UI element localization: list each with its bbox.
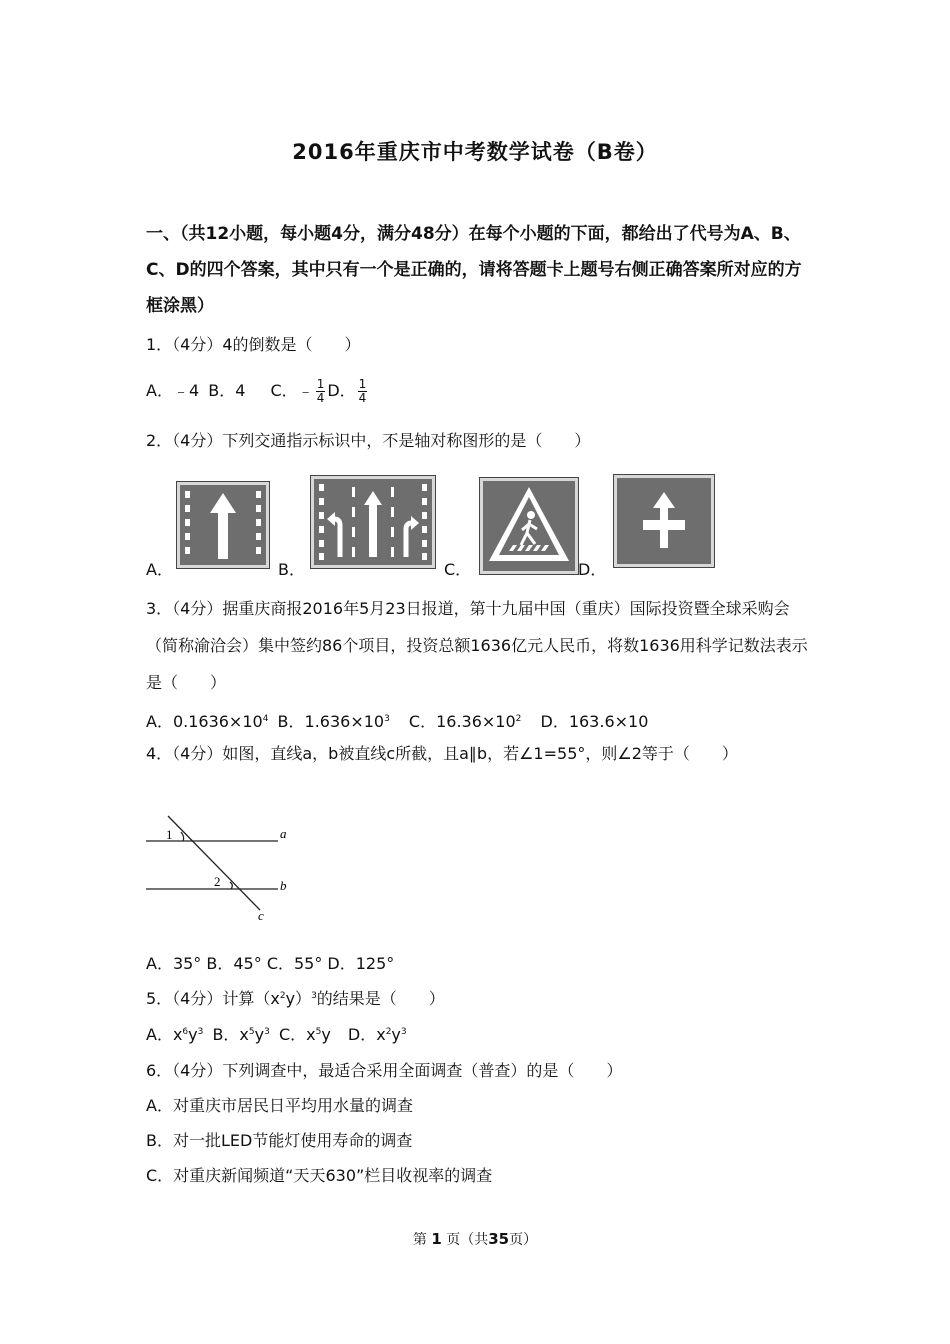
q2-option-a-label: A．	[146, 560, 173, 579]
line-a-label: a	[280, 826, 287, 841]
angle-2-label: 2	[214, 874, 221, 889]
q5-option-c	[279, 1025, 331, 1044]
q5-stem-part: 5．（4分）计算（x	[146, 989, 280, 1008]
q2-option-b-label: B．	[278, 560, 305, 579]
q5-b-exp-y: 3	[264, 1027, 270, 1037]
q3-option-b	[278, 712, 390, 731]
q5-c-y: y	[321, 1025, 331, 1044]
straight-arrow-icon	[180, 485, 266, 565]
q5-d-exp-y: 3	[400, 1027, 407, 1037]
q3-option-b-base: B．1.636×10	[277, 712, 385, 731]
line-c-label: c	[258, 908, 264, 923]
section-1-instructions: 一、（共12小题，每小题4分，满分48分）在每个小题的下面，都给出了代号为A、B、C、D的四个答案，其中只有一个是正确的，请将答题卡上题号右侧正确答案所对应的方框涂黑）	[146, 224, 802, 316]
q5-option-b	[212, 1025, 269, 1044]
pedestrian-crossing-icon	[483, 481, 575, 571]
q5-b-exp-x: 5	[248, 1027, 255, 1037]
q3-option-a-exponent: 4	[262, 714, 269, 724]
q5-a-base: A．x	[146, 1025, 183, 1044]
question-6-stem: 6．（4分）下列调查中，最适合采用全面调查（普查）的是（ ）	[146, 1061, 623, 1080]
q1-option-c: C．﹣	[270, 381, 314, 400]
q5-a-exp-y: 3	[197, 1027, 204, 1037]
page-title: 2016年重庆市中考数学试卷（B卷）	[292, 140, 658, 164]
q1-fraction-d	[358, 378, 368, 405]
q5-c-base: C．x	[278, 1025, 316, 1044]
question-4-options: A．35° B．45° C．55° D．125°	[146, 954, 395, 973]
footer-text: 第	[412, 1232, 427, 1248]
q3-option-c-exponent: 2	[515, 714, 522, 724]
q5-option-d	[348, 1025, 407, 1044]
q5-stem-exponent: 3	[311, 991, 317, 1001]
footer-text: 页（共	[446, 1232, 489, 1248]
q5-b-y: y	[254, 1025, 265, 1044]
sign-lane-direction-image	[311, 476, 435, 568]
question-1-stem: 1．（4分）4的倒数是（ ）	[146, 335, 361, 354]
angle-1-label: 1	[166, 827, 173, 842]
q5-a-exp-x: 6	[182, 1027, 189, 1037]
q6-option-c: C．对重庆新闻频道“天天630”栏目收视率的调查	[146, 1166, 493, 1185]
page-footer	[0, 1229, 950, 1249]
q1-fraction-c	[316, 378, 326, 405]
question-2-stem: 2．（4分）下列交通指示标识中，不是轴对称图形的是（ ）	[146, 431, 591, 450]
q5-c-exp-x: 5	[315, 1027, 322, 1037]
q5-a-y: y	[188, 1025, 198, 1044]
q5-stem-part: y）	[285, 989, 312, 1008]
q2-option-c-label: C．	[444, 560, 472, 579]
fraction-denominator: 4	[358, 391, 367, 405]
q5-stem-part: 的结果是（ ）	[316, 989, 445, 1008]
fraction-numerator: 1	[358, 377, 367, 391]
question-4-stem: 4．（4分）如图，直线a，b被直线c所截，且a∥b，若∠1=55°，则∠2等于（ ）	[146, 744, 738, 763]
q1-option-b: B．4	[208, 381, 246, 400]
fraction-numerator: 1	[316, 377, 325, 391]
line-b-label: b	[280, 878, 287, 893]
q5-option-a	[146, 1025, 203, 1044]
question-5-stem	[146, 986, 445, 1009]
q2-option-d-label: D．	[578, 560, 607, 579]
q3-option-c	[409, 712, 521, 731]
q5-d-base: D．x	[347, 1025, 386, 1044]
q3-option-a	[146, 712, 268, 731]
q6-option-a: A．对重庆市居民日平均用水量的调查	[146, 1096, 413, 1115]
q3-option-c-base: C．16.36×10	[408, 712, 516, 731]
q3-option-d: D．163.6×10	[540, 712, 649, 731]
sign-pedestrian-crossing-image	[480, 478, 578, 574]
footer-total-pages: 35	[488, 1230, 510, 1248]
fraction-denominator: 4	[316, 391, 325, 405]
q5-b-base: B．x	[212, 1025, 249, 1044]
q5-d-exp-x: 2	[385, 1027, 392, 1037]
question-1-options	[146, 378, 369, 405]
question-3-stem: 3．（4分）据重庆商报2016年5月23日报道，第十九届中国（重庆）国际投资暨全球采购会（简称渝洽会）集中签约86个项目，投资总额1636亿元人民币，将数1636用科学记数法表示是（ ）	[146, 599, 808, 692]
q1-option-a: A．﹣4	[146, 381, 200, 400]
q3-option-b-exponent: 3	[384, 714, 390, 724]
question-5-options	[146, 1022, 407, 1045]
footer-page-number: 1	[431, 1230, 442, 1248]
q5-d-y: y	[391, 1025, 401, 1044]
q1-option-d: D．	[327, 381, 356, 400]
lane-arrows-icon	[314, 479, 432, 565]
junction-arrow-icon	[617, 478, 711, 564]
sign-junction-image	[614, 475, 714, 567]
q3-option-a-base: A．0.1636×10	[146, 712, 263, 731]
sign-straight-arrow-image	[177, 482, 269, 568]
parallel-lines-figure	[144, 812, 296, 924]
q6-option-b: B．对一批LED节能灯使用寿命的调查	[146, 1131, 413, 1150]
q5-stem-exponent: 2	[279, 991, 286, 1001]
footer-text: 页）	[509, 1232, 538, 1248]
question-3-options	[146, 709, 648, 732]
